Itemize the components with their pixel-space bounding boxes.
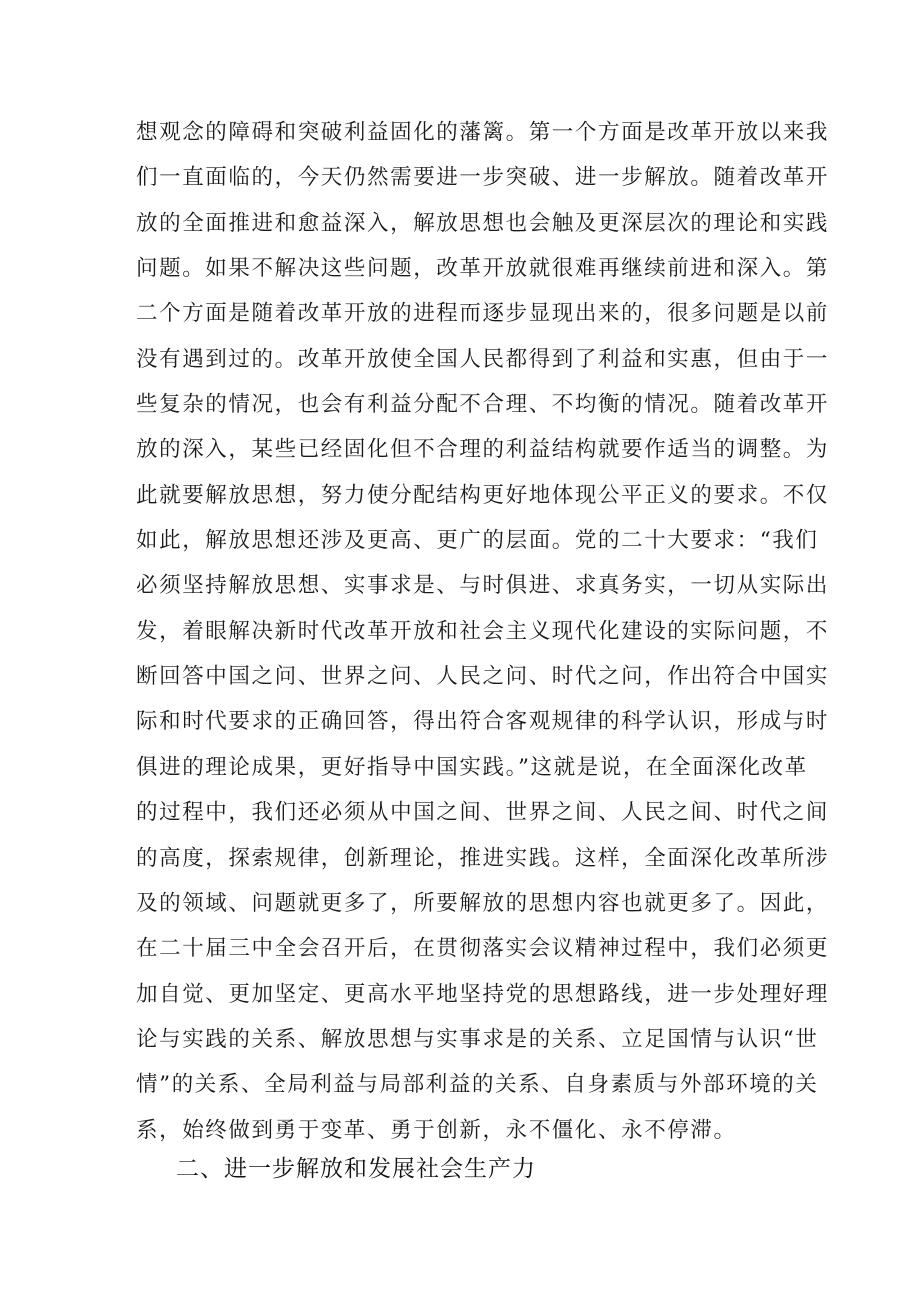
paragraph-line: 情”的关系、全局利益与局部利益的关系、自身素质与外部环境的关 (136, 1072, 819, 1098)
paragraph-line: 些复杂的情况，也会有利益分配不合理、不均衡的情况。随着改革开 (136, 392, 830, 418)
paragraph-line: 想观念的障碍和突破利益固化的藩篱。第一个方面是改革开放以来我 (136, 120, 830, 145)
body-paragraph (136, 110, 830, 1153)
paragraph-line: 问题。如果不解决这些问题，改革开放就很难再继续前进和深入。第 (136, 256, 830, 282)
paragraph-line: 没有遇到过的。改革开放使全国人民都得到了利益和实惠，但由于一 (136, 346, 830, 372)
paragraph-line: 论与实践的关系、解放思想与实事求是的关系、立足国情与认识“世 (136, 1026, 819, 1052)
paragraph-line: 二个方面是随着改革开放的进程而逐步显现出来的，很多问题是以前 (136, 301, 830, 327)
paragraph-line: 此就要解放思想，努力使分配结构更好地体现公平正义的要求。不仅 (136, 482, 830, 508)
paragraph-line: 的高度，探索规律，创新理论，推进实践。这样，全面深化改革所涉 (136, 845, 830, 871)
paragraph-line: 的过程中，我们还必须从中国之间、世界之间、人民之间、时代之间 (136, 800, 830, 826)
paragraph-line: 们一直面临的，今天仍然需要进一步突破、进一步解放。随着改革开 (136, 165, 830, 191)
paragraph-line: 在二十届三中全会召开后，在贯彻落实会议精神过程中，我们必须更 (136, 936, 830, 962)
paragraph-line: 系，始终做到勇于变革、勇于创新，永不僵化、永不停滞。 (136, 1117, 737, 1143)
paragraph-line: 放的全面推进和愈益深入，解放思想也会触及更深层次的理论和实践 (136, 210, 830, 236)
paragraph-line: 加自觉、更加坚定、更高水平地坚持党的思想路线，进一步处理好理 (136, 981, 830, 1007)
paragraph-line: 必须坚持解放思想、实事求是、与时俱进、求真务实，一切从实际出 (136, 573, 830, 599)
paragraph-line: 际和时代要求的正确回答，得出符合客观规律的科学认识，形成与时 (136, 709, 830, 735)
paragraph-line: 如此，解放思想还涉及更高、更广的层面。党的二十大要求：“我们 (136, 528, 819, 554)
section-heading: 二、进一步解放和发展社会生产力 (176, 1156, 536, 1182)
paragraph-line: 放的深入，某些已经固化但不合理的利益结构就要作适当的调整。为 (136, 437, 830, 463)
paragraph-line: 俱进的理论成果，更好指导中国实践。”这就是说，在全面深化改革 (136, 754, 808, 780)
paragraph-line: 断回答中国之问、世界之问、人民之问、时代之问，作出符合中国实 (136, 664, 830, 690)
paragraph-line: 及的领域、问题就更多了，所要解放的思想内容也就更多了。因此， (136, 890, 830, 916)
paragraph-line: 发，着眼解决新时代改革开放和社会主义现代化建设的实际问题，不 (136, 618, 830, 644)
